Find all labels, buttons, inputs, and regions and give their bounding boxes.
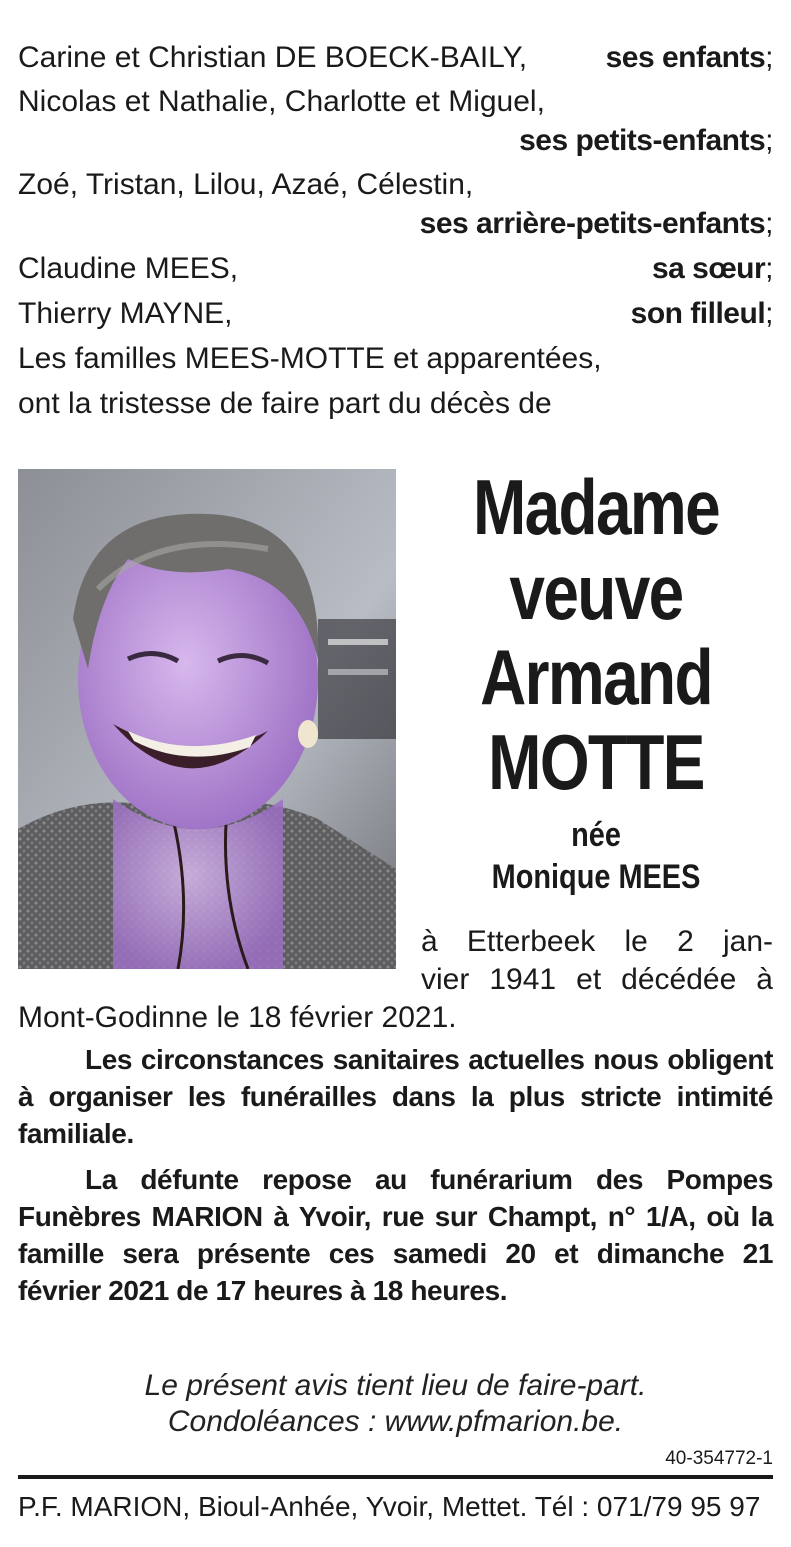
title-armand: Armand: [480, 633, 712, 721]
family-role: ses enfants;: [605, 41, 773, 74]
family-role: sa sœur;: [651, 252, 773, 285]
family-names: Claudine MEES,: [18, 252, 239, 285]
family-names: Zoé, Tristan, Lilou, Azaé, Célestin,: [18, 168, 474, 201]
reference-number: 40-354772-1: [665, 1448, 773, 1469]
family-role: ses arrière-petits-enfants;: [419, 207, 773, 240]
family-row: [18, 250, 773, 288]
death-line: Mont-Godinne le 18 février 2021.: [18, 1001, 457, 1034]
family-row: [18, 83, 773, 121]
notice-line-1: Le présent avis tient lieu de faire-part.: [144, 1369, 647, 1402]
family-names: Thierry MAYNE,: [18, 297, 233, 330]
family-role: ses petits-enfants;: [519, 124, 773, 157]
title-motte: MOTTE: [488, 718, 704, 806]
divider: [18, 1475, 773, 1479]
portrait-image: [18, 469, 396, 969]
families-line: Les familles MEES-MOTTE et apparentées,: [18, 342, 602, 375]
family-names: Nicolas et Nathalie, Charlotte et Miguel,: [18, 85, 545, 118]
circumstances-paragraph: Les circonstances sanitaires actuelles nous obligent à organiser les funérailles dans la plus stricte intimité familiale.: [18, 1044, 773, 1149]
birth-line-1: à Etterbeek le 2 jan-: [421, 925, 773, 958]
family-row: [18, 295, 773, 333]
family-row: [18, 39, 773, 77]
announce-line: ont la tristesse de faire part du décès de: [18, 387, 552, 420]
funerarium-paragraph: La défunte repose au funérarium des Pompes Funèbres MARION à Yvoir, rue sur Champt, n° 1/A, où la famille sera présente ces samedi 20 et dimanche 21 février 2021 de 17 heures à 18 heures.: [18, 1164, 773, 1306]
birth-line-2: vier 1941 et décédée à: [421, 963, 773, 996]
family-names: Carine et Christian DE BOECK-BAILY,: [18, 41, 528, 74]
family-row: [18, 122, 773, 160]
portrait-photo: [18, 469, 396, 969]
title-madame: Madame: [472, 463, 720, 551]
nee-label: née: [571, 816, 621, 854]
notice-line-2: Condoléances : www.pfmarion.be.: [167, 1405, 624, 1438]
family-role: son filleul;: [630, 297, 773, 330]
funeral-home-footer: P.F. MARION, Bioul-Anhée, Yvoir, Mettet. Tél : 071/79 95 97: [18, 1491, 761, 1522]
family-row: [18, 205, 773, 243]
family-row: [18, 166, 773, 204]
maiden-name: Monique MEES: [491, 858, 701, 896]
title-veuve: veuve: [509, 548, 683, 636]
